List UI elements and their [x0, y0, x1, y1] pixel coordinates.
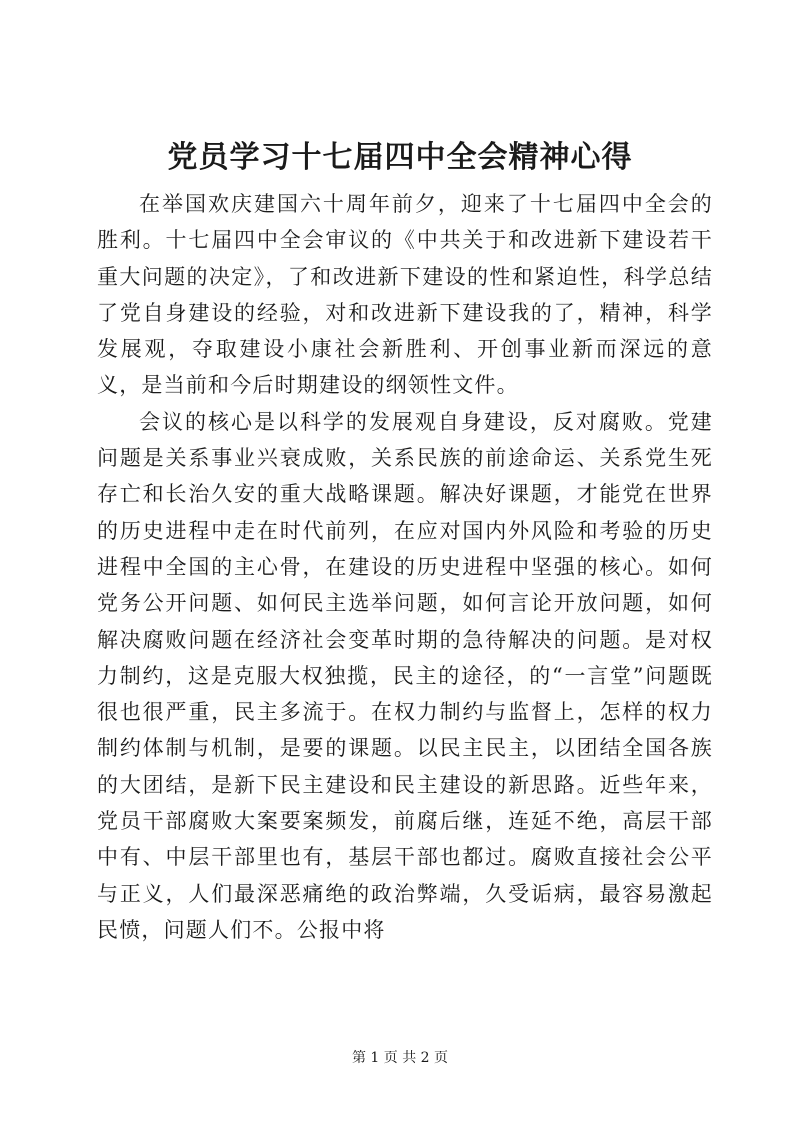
paragraph-2: 会议的核心是以科学的发展观自身建设，反对腐败。党建问题是关系事业兴衰成败，关系民族的前途命运、关系党生死存亡和长治久安的重大战略课题。解决好课题，才能党在世界的历史进程中走在时代前列，在应对国内外风险和考验的历史进程中全国的主心骨，在建设的历史进程中坚强的核心。如何党务公开问题、如何民主选举问题，如何言论开放问题，如何解决腐败问题在经济社会变革时期的急待解决的问题。是对权力制约，这是克服大权独揽，民主的途径，的“一言堂”问题既很也很严重，民主多流于。在权力制约与监督上，怎样的权力制约体制与机制，是要的课题。以民主民主，以团结全国各族的大团结，是新下民主建设和民主建设的新思路。近些年来，党员干部腐败大案要案频发，前腐后继，连延不绝，高层干部中有、中层干部里也有，基层干部也都过。腐败直接社会公平与正义，人们最深恶痛绝的政治弊端，久受诟病，最容易激起民愤，问题人们不。公报中将 [97, 409, 713, 942]
page-footer: 第 1 页 共 2 页 [351, 1050, 449, 1066]
document-body [97, 186, 713, 948]
document-title: 党员学习十七届四中全会精神心得 [167, 140, 633, 175]
paragraph-1: 在举国欢庆建国六十周年前夕，迎来了十七届四中全会的胜利。十七届四中全会审议的《中共关于和改进新下建设若干重大问题的决定》，了和改进新下建设的性和紧迫性，科学总结了党自身建设的经验，对和改进新下建设我的了，精神，科学发展观，夺取建设小康社会新胜利、开创事业新而深远的意义，是当前和今后时期建设的纲领性文件。 [97, 192, 713, 398]
